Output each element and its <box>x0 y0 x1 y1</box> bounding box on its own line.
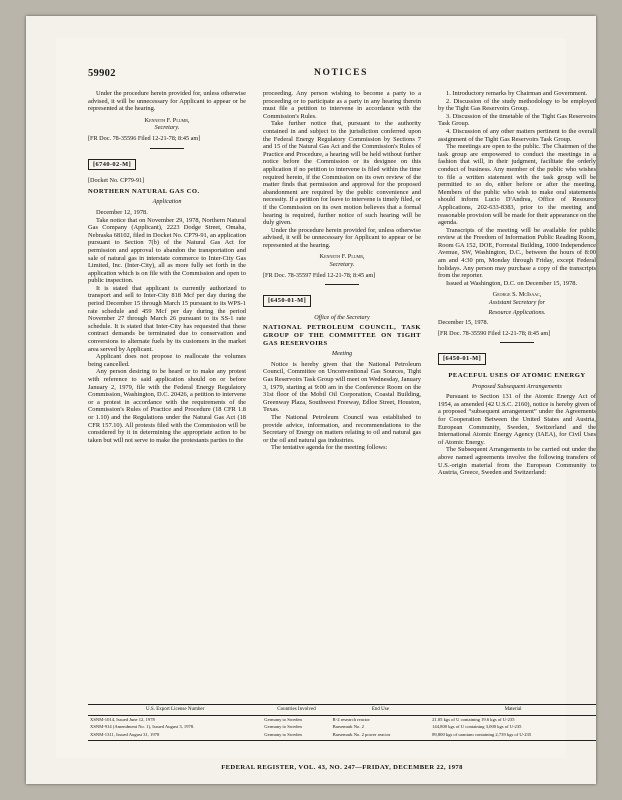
paragraph: proceeding. Any person wishing to become a party to a proceeding or to participate as a party in any hearing therein must file a petition to intervene in accordance with the Commission's Rules. <box>263 90 421 120</box>
paragraph: It is stated that applicant is currently authorized to transport and sell to Inter-City 818 Mcf per day during the period December 15 through March 15 pursuant to its WPS-1 rate schedule and 459 Mcf per day during the period November 27 through March 26 pursuant to its SS-1 rate schedule. It is stated that Inter-City has requested that these contract demands be terminated due to conservation and conversions to alternate fuels by its customers in the market area served by Applicant. <box>88 284 246 353</box>
agency-heading: PEACEFUL USES OF ATOMIC ENERGY <box>448 372 586 379</box>
paper-sheet <box>26 16 596 784</box>
table <box>88 704 596 740</box>
cell-material: 89,800 kgs of uranium containing 2,739 kgs of U-235 <box>432 731 532 737</box>
signature-name: Kenneth F. Plumb, <box>144 116 190 124</box>
cell-license: XSNM-1014, Issued June 12, 1978 <box>90 716 155 722</box>
paragraph: Transcripts of the meeting will be available for public review at the Freedom of Information Public Reading Room, Room GA 152, DOE, Forrestal Building, 1000 Independence Avenue, SW, Washington, D.C., between the hours of 8:00 am and 4:30 pm, Monday through Friday, except Federal holidays. Any person may purchase a copy of the transcripts from the reporter. <box>438 226 596 280</box>
cell-enduse: Barsemark No. 2 power reactor <box>332 731 391 737</box>
signature-title-line1: Assistant Secretary for <box>488 299 546 307</box>
signature-name: Kenneth F. Plumb, <box>319 253 365 261</box>
billing-code-box: [6450-01-M] <box>263 295 311 307</box>
billing-code-box: [6740-02-M] <box>88 159 136 171</box>
billing-code-box: [6450-01-M] <box>438 353 486 365</box>
column-1 <box>88 90 246 700</box>
three-column-body <box>88 90 596 700</box>
document-subhead: Proposed Subsequent Arrangements <box>472 382 562 390</box>
fr-doc-line: [FR Doc. 78-35596 Filed 12-21-78; 8:45 am] <box>88 134 201 142</box>
paragraph: Pursuant to Section 131 of the Atomic Energy Act of 1954, as amended (42 U.S.C. 2160), notice is hereby given of a proposed “subsequent arrangement” under the Agreements for Cooperation Between the United States and Austria, European Community, Sweden, Switzerland and the International Atomic Energy Agency (IAEA), for Civil Uses of Atomic Energy. <box>438 393 596 446</box>
table-bottom-rule <box>88 740 596 741</box>
column-header-material: Material <box>430 705 596 716</box>
agenda-item: 4. Discussion of any other matters pertinent to the overall assignment of the Tight Gas Reservoirs Task Group. <box>438 127 596 143</box>
export-license-table <box>88 704 596 741</box>
table-row <box>88 731 596 741</box>
column-2 <box>263 90 421 700</box>
cell-countries: Germany to Sweden <box>264 716 302 722</box>
document-subhead: Application <box>152 198 182 206</box>
column-3 <box>438 90 596 700</box>
agency-heading: NATIONAL PETROLEUM COUNCIL, TASK GROUP OF THE COMMITTEE ON TIGHT GAS RESERVOIRS <box>263 324 421 347</box>
cell-enduse: Barsemark No. 2 <box>332 724 364 730</box>
dateline: December 15, 1978. <box>438 319 489 327</box>
cell-license: XSNM-1311, Issued August 31, 1978 <box>90 731 160 737</box>
paragraph: The Subsequent Arrangements to be carried out under the above named agreements involve the following transfers of U.S.-origin material from the European Community to Austria, Greece, Sweden and Switzerland: <box>438 446 596 477</box>
table-row <box>88 723 596 731</box>
office-heading: Office of the Secretary <box>314 313 370 321</box>
cell-countries: Germany to Sweden <box>264 724 302 730</box>
column-header-countries: Countries Involved <box>262 705 330 716</box>
agenda-item: 2. Discussion of the study methodology to be employed by the Tight Gas Reservoirs Group. <box>438 97 596 113</box>
paragraph: Issued at Washington, D.C. on December 15, 1978. <box>446 279 578 287</box>
divider <box>325 284 359 285</box>
paragraph: Applicant does not propose to reallocate the volumes being cancelled. <box>88 353 246 368</box>
document-subhead: Meeting <box>331 350 353 358</box>
agenda-item: 1. Introductory remarks by Chairman and Government. <box>446 90 588 97</box>
column-header-license: U.S. Export License Number <box>88 705 262 716</box>
cell-material: 144,800 kgs of U containing 3,000 kgs of U-235 <box>432 724 522 730</box>
cell-license: XSNM-914 (Amendment No. 1), Issued August 3, 1978. <box>90 724 195 730</box>
paragraph: Any person desiring to be heard or to make any protest with reference to said application should on or before January 2, 1979, file with the Federal Energy Regulatory Commission, Washington, D.C. 20426, a petition to intervene or a protest in accordance with the requirements of the Commission's Rules of Practice and Procedure (18 CFR 1.8 or 1.10) and the Regulations under the Natural Gas Act (18 CFR 157.10). All protests filed with the Commission will be considered by it in determining the appropriate action to be taken but will not serve to make the protestants parties to the <box>88 368 246 444</box>
signature-title-line2: Resource Applications. <box>488 308 546 316</box>
cell-material: 21.05 kgs of U containing 19.6 kgs of U-235 <box>432 716 515 722</box>
folio-number: 59902 <box>88 68 116 79</box>
agency-heading: NORTHERN NATURAL GAS CO. <box>88 187 200 195</box>
table-row <box>88 715 596 723</box>
paragraph: Take further notice that, pursuant to the authority contained in and subject to the jurisdiction conferred upon the Federal Energy Regulatory Commission by Sections 7 and 15 of the Natural Gas Act and the Commission's Rules of Practice and Procedure, a hearing will be held without further notice before the Commission or its designee on this application if no petition to intervene is filed within the time required herein, if the Commission on its own review of the matter finds that permission and approval for the proposed abandonment are required by the public convenience and necessity. If a petition for leave to intervene is timely filed, or if the Commission on its own motion believes that a formal hearing is required, further notice of such hearing will be duly given. <box>263 120 421 227</box>
cell-countries: Germany to Sweden <box>264 731 302 737</box>
column-header-enduse: End Use <box>331 705 430 716</box>
fr-doc-line: [FR Doc. 78-35590 Filed 12-21-78; 8:45 am] <box>438 329 551 337</box>
paragraph: Notice is hereby given that the National Petroleum Council, Committee on Unconventional Gas Sources, Tight Gas Reservoirs Task Group will meet on Wednesday, January 3, 1979, starting at 9:00 am in the Conference Room on the 31st floor of the Mobil Oil Corporation, Coastal Building, Greenway Plaza, Southwest Freeway, Edloe Street, Houston, Texas. <box>263 360 421 414</box>
table-header-row <box>88 705 596 716</box>
signature-title: Secretary. <box>329 261 355 269</box>
cell-enduse: R-2 research reactor <box>332 716 370 722</box>
signature-name: George S. McIsaac, <box>492 291 542 299</box>
agenda-item: 3. Discussion of the timetable of the Tight Gas Reservoirs Task Group. <box>438 112 596 128</box>
paragraph: The National Petroleum Council was established to provide advice, information, and recommendations to the Secretary of Energy on matters relating to oil and natural gas or the oil and natural gas industries. <box>263 413 421 444</box>
divider <box>150 148 184 149</box>
dateline: December 12, 1978. <box>96 208 148 216</box>
signature-title: Secretary. <box>154 124 180 132</box>
section-title: NOTICES <box>314 68 368 78</box>
paragraph: The tentative agenda for the meeting follows: <box>271 444 388 452</box>
printed-area <box>56 38 596 771</box>
docket-number: [Docket No. CP79-91] <box>88 177 145 185</box>
paragraph: The meetings are open to the public. The Chairmen of the task group are empowered to conduct the meetings in a fashion that will, in their judgment, facilitate the orderly conduct of business. Any member of the public who wishes to file a written statement with the task group will be permitted to so do, either before or after the meeting. Members of the public who wish to make oral statements should inform Lucio D'Andrea, Office of Resource Applications, 202-633-8383, prior to the meeting and reasonable provision will be made for their appearance on the agenda. <box>438 143 596 227</box>
paragraph: Under the procedure herein provided for, unless otherwise advised, it will be unnecessary for Applicant to appear or be represented at the hearing. <box>88 90 246 113</box>
paragraph: Under the procedure herein provided for, unless otherwise advised, it will be unnecessary for Applicant to appear or be represented at the hearing. <box>263 226 421 249</box>
paragraph: Take notice that on November 29, 1978, Northern Natural Gas Company (Applicant), 2223 Dodge Street, Omaha, Nebraska 68102, filed in Docket No. CP79-91, an application pursuant to Section 7(b) of the Natural Gas Act for permission and approval to abandon the transportation and sale of natural gas in interstate commerce to Inter-City Gas Limited, Inc. (Inter-City), all as more fully set forth in the application which is on file with the Commission and open to public inspection. <box>88 216 246 285</box>
fr-doc-line: [FR Doc. 78-35597 Filed 12-21-78; 8:45 am] <box>263 271 376 279</box>
divider <box>500 342 534 343</box>
page-footer: FEDERAL REGISTER, VOL. 43, NO. 247—FRIDAY, DECEMBER 22, 1978 <box>221 764 463 771</box>
